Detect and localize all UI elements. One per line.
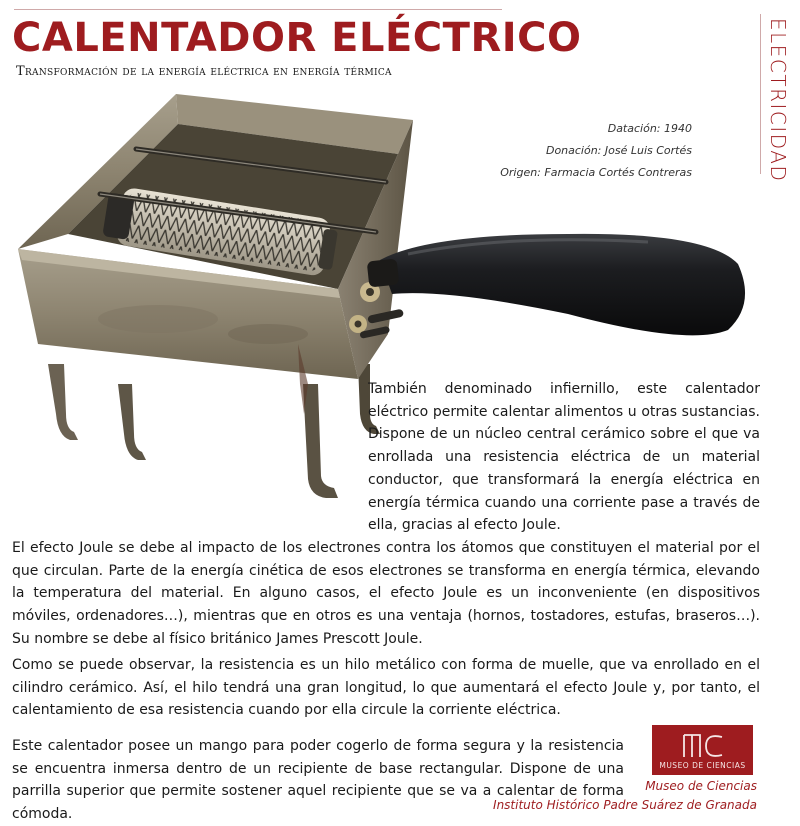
museum-logo: [652, 725, 753, 775]
joule-effect-paragraph: El efecto Joule se debe al impacto de los electrones contra los átomos que constituyen el material por el que circulan. Parte de la energía cinética de esos electrones se transforma en energía térmica, elevando la temperatura del material. En alguno casos, el efecto Joule es un inconveniente (en dispositivos móviles, ordenadores…), mientras que en otros es una ventaja (hornos, tostadores, estufas, braseros…). Su nombre se debe al físico británico James Prescott Joule.: [12, 540, 760, 647]
donation-text: Donación: José Luis Cortés: [545, 144, 692, 157]
resistance-paragraph: Como se puede observar, la resistencia es un hilo metálico con forma de muelle, que va enrollado en el cilindro cerámico. Así, el hilo tendrá una gran longitud, lo que aumentará el efecto Joule y, por tanto, el calentamiento de esa resistencia cuando por ella circule la corriente eléctrica.: [12, 657, 760, 719]
dating-text: Datación: 1940: [607, 122, 692, 135]
intro-paragraph: También denominado infiernillo, este calentador eléctrico permite calentar alimentos u otras sustancias. Dispone de un núcleo central cerámico sobre el que va enrollada una resistencia eléctrica de un material conductor, que transformará la energía eléctrica en energía térmica cuando una corriente pase a través de ella, gracias al efecto Joule.: [368, 381, 760, 534]
institute-credit: Instituto Histórico Padre Suárez de Granada: [493, 798, 757, 812]
origin-text: Origen: Farmacia Cortés Contreras: [500, 166, 692, 179]
section-label-text: ELECTRICIDAD: [766, 18, 790, 183]
page-subtitle: Transformación de la energía eléctrica en energía térmica: [16, 64, 392, 79]
page-title: CALENTADOR ELÉCTRICO: [12, 15, 582, 61]
top-rule: [14, 9, 502, 10]
object-metadata: [500, 118, 692, 184]
museum-logo-mark: [682, 731, 724, 759]
handle-paragraph: Este calentador posee un mango para poder cogerlo de forma segura y la resistencia se encuentra inmersa dentro de un recipiente de base rectangular. Dispone de una parrilla superior que permite sostener aquel recipiente que se va a calentar de forma cómoda.: [12, 738, 624, 823]
museum-credit: Museo de Ciencias: [645, 779, 757, 793]
museum-logo-text: MUSEO DE CIENCIAS: [659, 761, 746, 770]
section-label: [758, 18, 798, 183]
